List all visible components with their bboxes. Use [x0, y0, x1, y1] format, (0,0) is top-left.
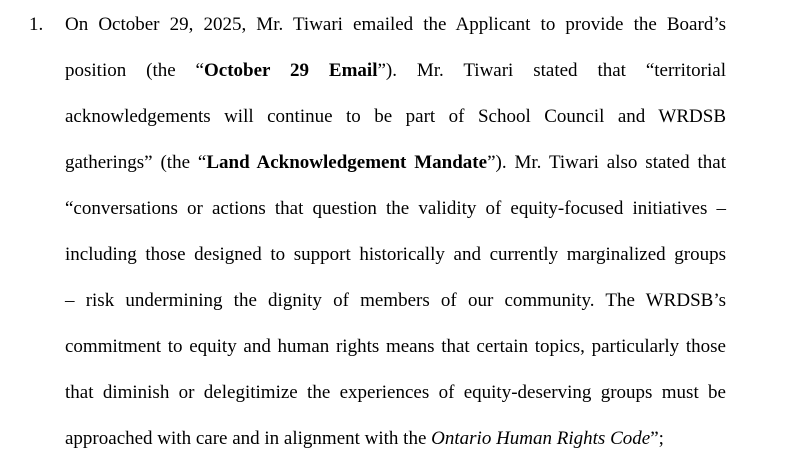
paragraph-line	[65, 57, 726, 85]
paragraph-line: acknowledgements will continue to be part of School Council and WRDSB	[65, 106, 726, 127]
text-run: position (the “	[65, 60, 204, 81]
paragraph-line: including those designed to support historically and currently marginalized groups	[65, 244, 726, 265]
italic-citation: Ontario Human Rights Code	[431, 428, 651, 449]
text-run: ”). Mr. Tiwari stated that “territorial	[377, 60, 727, 81]
paragraph-line: that diminish or delegitimize the experiences of equity-deserving groups must be	[65, 382, 726, 403]
text-run: ”;	[650, 428, 664, 449]
defined-term-october-29-email: October 29 Email	[204, 60, 378, 81]
text-run: approached with care and in alignment with the	[65, 428, 432, 449]
paragraph-line: “conversations or actions that question the validity of equity-focused initiatives –	[65, 198, 726, 219]
paragraph-line	[65, 149, 726, 177]
text-run: ”). Mr. Tiwari also stated that	[487, 152, 726, 173]
paragraph-line	[65, 425, 726, 453]
paragraph-line: – risk undermining the dignity of members of our community. The WRDSB’s	[65, 290, 726, 311]
defined-term-land-acknowledgement-mandate: Land Acknowledgement Mandate	[206, 152, 488, 173]
paragraph-line: On October 29, 2025, Mr. Tiwari emailed the Applicant to provide the Board’s	[65, 14, 726, 35]
paragraph-number: 1.	[29, 14, 44, 35]
paragraph-line: commitment to equity and human rights means that certain topics, particularly those	[65, 336, 726, 357]
text-run: gatherings” (the “	[65, 152, 207, 173]
